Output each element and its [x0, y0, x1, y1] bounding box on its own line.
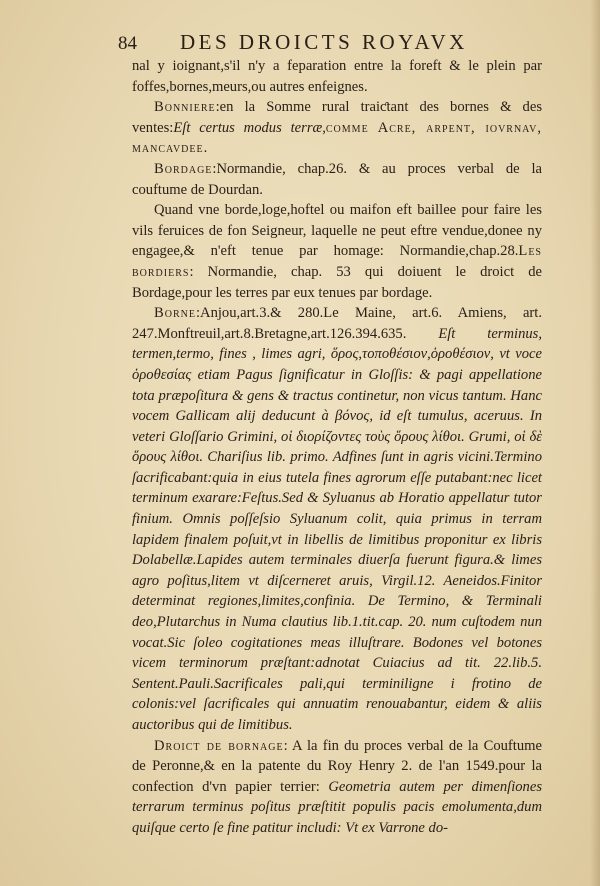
continuation-paragraph [132, 56, 542, 97]
entry-body: :en la Somme rural traiƈtant des bornes & des ventes: [132, 99, 542, 136]
entry-head: Droict de bornage [154, 737, 284, 754]
entry-droict-de-bornage [132, 736, 542, 839]
entry-body: :Anjou,art.3.& 280.Le Maine, art.6. Amiens, art. 247.Monftreuil,art.8.Bretagne,art.126.394.635. [132, 305, 542, 342]
running-title: DES DROICTS ROYAVX [180, 30, 468, 54]
entry-borne [132, 303, 542, 735]
entry-body: : A la fin du proces verbal de la Couftume de Peronne,& en la patente du Roy Henry 2. de l'an 1549.pour la confection d'vn papier terrier: [132, 737, 542, 795]
entry-head: Borne [154, 305, 196, 322]
entry-tail: comme Acre, arpent, iovrnav, mancavdee. [132, 119, 542, 157]
entry-body: :Normandie, chap.26. & au proces verbal de la couftume de Dourdan. [132, 160, 542, 198]
page-header [118, 30, 538, 55]
entry-bonniere [132, 97, 542, 159]
entry-head: Bonniere [154, 99, 216, 116]
entry-head: Les bordiers [132, 243, 542, 280]
paragraph-borde [132, 200, 542, 303]
entry-body: : Normandie, chap. 53 qui doiuent le droict de Bordage,pour les terres par eux tenues par bordage. [132, 263, 542, 301]
entry-latin: Geometria autem per dimenſiones terrarum terminus poſitus præſtitit populis pacis emolumenta,dum quiſque certo ſe fine patitur includi: Vt ex Varrone do- [132, 778, 542, 836]
entry-latin: Eſt certus modus terræ, [173, 119, 326, 136]
entry-head: Bordage [154, 160, 213, 177]
entry-bordage [132, 159, 542, 200]
entry-latin: Eſt terminus, termen,termo, fines , limes agri, ὅρος,τοποθέσιον,ὁροθέσιον, vt voce ὁροθεσίας etiam Pagus ſignificatur in Gloſſis: & pagi appellatione tota præpoſitura & gens & tractus continetur, non vicus tantum. Hanc vocem Gallicam alij deducunt à βόνος, id eſt tumulus, aceruus. In veteri Gloſſario Grimini, οἱ διορίζοντες τοὺς ὅρους λίθοι. Grumi, οἱ δὲ ὅρους λίθοι. Chariſius lib. primo. Adfines ſunt in agris vicini.Termino ſacrificabant:quia in eius tutela fines agrorum eſſe putabant:nec licet terminum exarare:Feſtus.Sed & Syluanus ab Horatio appellatur tutor finium. Omnis poſſeſsio Syluanum colit, quia primus in terram lapidem finalem poſuit,vt in libellis de limitibus proponitur ex libris Dolabellæ.Lapides autem terminales diuerſa fuerunt figura.& limes agro poſitus,litem vt diſcerneret aruis, Virgil.12. Aeneidos.Finitor determinat regiones,limites,confinia. De Termino, & Terminali deo,Plutarchus in Numa clautius lib.1.tit.cap. 20. num cuſtodem nun vocat.Sic ſoleo cogitationes meas illuſtrare. Bodones vel botones vicem terminorum præſtant:adnotat Cuiacius ad tit. 22.lib.5. Sentent.Pauli.Sacrificales pali,qui terminiligne i frotino de colonis:vel ſacrificales qui annuatim renouabantur, eidem & aliis auctoribus qui de limitibus. [132, 325, 542, 733]
page-number: 84 [118, 33, 137, 54]
body-text [132, 56, 542, 839]
paragraph-text: Quand vne borde,loge,hoftel ou maifon eft baillee pour faire les vils feruices de fon Seigneur, laquelle ne peut eftre vendue,donee ny engagee,& n'eft tenue par homage: Normandie,chap.28. [132, 202, 542, 260]
page-edge-shadow [590, 0, 600, 886]
paragraph-text: nal y ioignant,s'il n'y a feparation entre la foreft & le plein par foffes,bornes,meurs,ou autres enfeignes. [132, 58, 542, 95]
